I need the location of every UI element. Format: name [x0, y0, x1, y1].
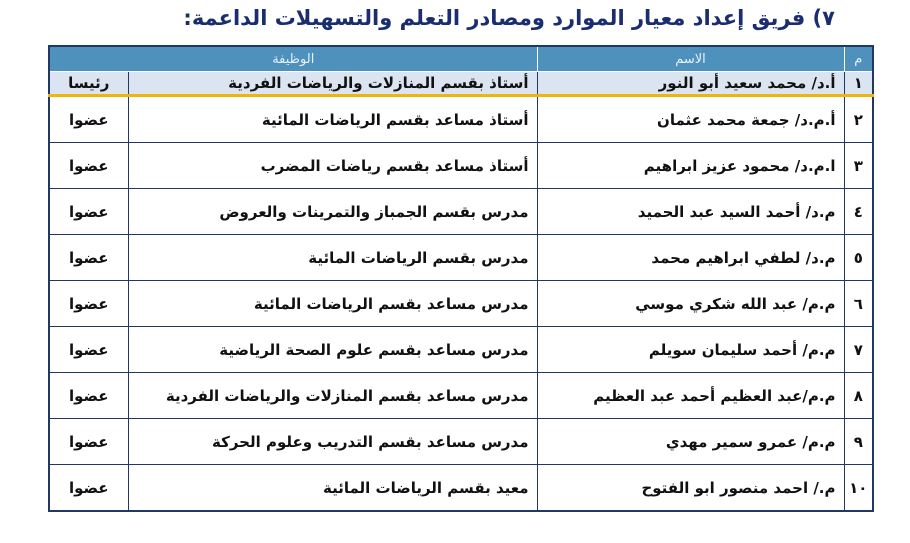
- row-number: ٦: [844, 281, 873, 327]
- member-role: عضوا: [49, 419, 128, 465]
- header-number: م: [844, 46, 873, 72]
- member-job: مدرس مساعد بقسم التدريب وعلوم الحركة: [128, 419, 537, 465]
- row-number: ١٠: [844, 465, 873, 512]
- table-row: [49, 72, 873, 96]
- member-job: معيد بقسم الرياضات المائية: [128, 465, 537, 512]
- member-job: أستاذ مساعد بقسم رياضات المضرب: [128, 143, 537, 189]
- table-row: [49, 189, 873, 235]
- member-job: مدرس مساعد بقسم المنازلات والرياضات الفردية: [128, 373, 537, 419]
- member-name: م.م/ أحمد سليمان سويلم: [537, 327, 844, 373]
- row-number: ٨: [844, 373, 873, 419]
- member-name: م.د/ لطفي ابراهيم محمد: [537, 235, 844, 281]
- team-table: [48, 45, 874, 512]
- member-role: عضوا: [49, 143, 128, 189]
- member-name: أ.د/ محمد سعيد أبو النور: [537, 72, 844, 96]
- table-header-row: [49, 46, 873, 72]
- member-role: عضوا: [49, 327, 128, 373]
- member-job: أستاذ مساعد بقسم الرياضات المائية: [128, 96, 537, 143]
- member-job: مدرس بقسم الرياضات المائية: [128, 235, 537, 281]
- member-role: عضوا: [49, 373, 128, 419]
- row-number: ٩: [844, 419, 873, 465]
- member-name: م.م/ عمرو سمير مهدي: [537, 419, 844, 465]
- table-row: [49, 419, 873, 465]
- member-role: عضوا: [49, 96, 128, 143]
- member-job: مدرس مساعد بقسم علوم الصحة الرياضية: [128, 327, 537, 373]
- table-row: [49, 235, 873, 281]
- row-number: ٣: [844, 143, 873, 189]
- member-role: عضوا: [49, 465, 128, 512]
- member-name: أ.م.د/ جمعة محمد عثمان: [537, 96, 844, 143]
- row-number: ٥: [844, 235, 873, 281]
- header-name: الاسم: [537, 46, 844, 72]
- table-row: [49, 143, 873, 189]
- member-job: مدرس بقسم الجمباز والتمرينات والعروض: [128, 189, 537, 235]
- header-job: الوظيفة: [49, 46, 537, 72]
- table-row: [49, 327, 873, 373]
- section-title: ٧) فريق إعداد معيار الموارد ومصادر التعلم والتسهيلات الداعمة:: [183, 6, 835, 30]
- member-name: ا.م.د/ محمود عزيز ابراهيم: [537, 143, 844, 189]
- table-row: [49, 281, 873, 327]
- member-role: عضوا: [49, 235, 128, 281]
- member-role: عضوا: [49, 281, 128, 327]
- member-role: رئيسا: [49, 72, 128, 96]
- member-name: م.د/ أحمد السيد عبد الحميد: [537, 189, 844, 235]
- member-name: م.م/عبد العظيم أحمد عبد العظيم: [537, 373, 844, 419]
- member-job: مدرس مساعد بقسم الرياضات المائية: [128, 281, 537, 327]
- table-row: [49, 96, 873, 143]
- row-number: ٧: [844, 327, 873, 373]
- member-role: عضوا: [49, 189, 128, 235]
- member-name: م./ احمد منصور ابو الفتوح: [537, 465, 844, 512]
- member-name: م.م/ عبد الله شكري موسي: [537, 281, 844, 327]
- table-row: [49, 465, 873, 512]
- member-job: أستاذ بقسم المنازلات والرياضات الفردية: [128, 72, 537, 96]
- row-number: ٤: [844, 189, 873, 235]
- row-number: ١: [844, 72, 873, 96]
- table-row: [49, 373, 873, 419]
- row-number: ٢: [844, 96, 873, 143]
